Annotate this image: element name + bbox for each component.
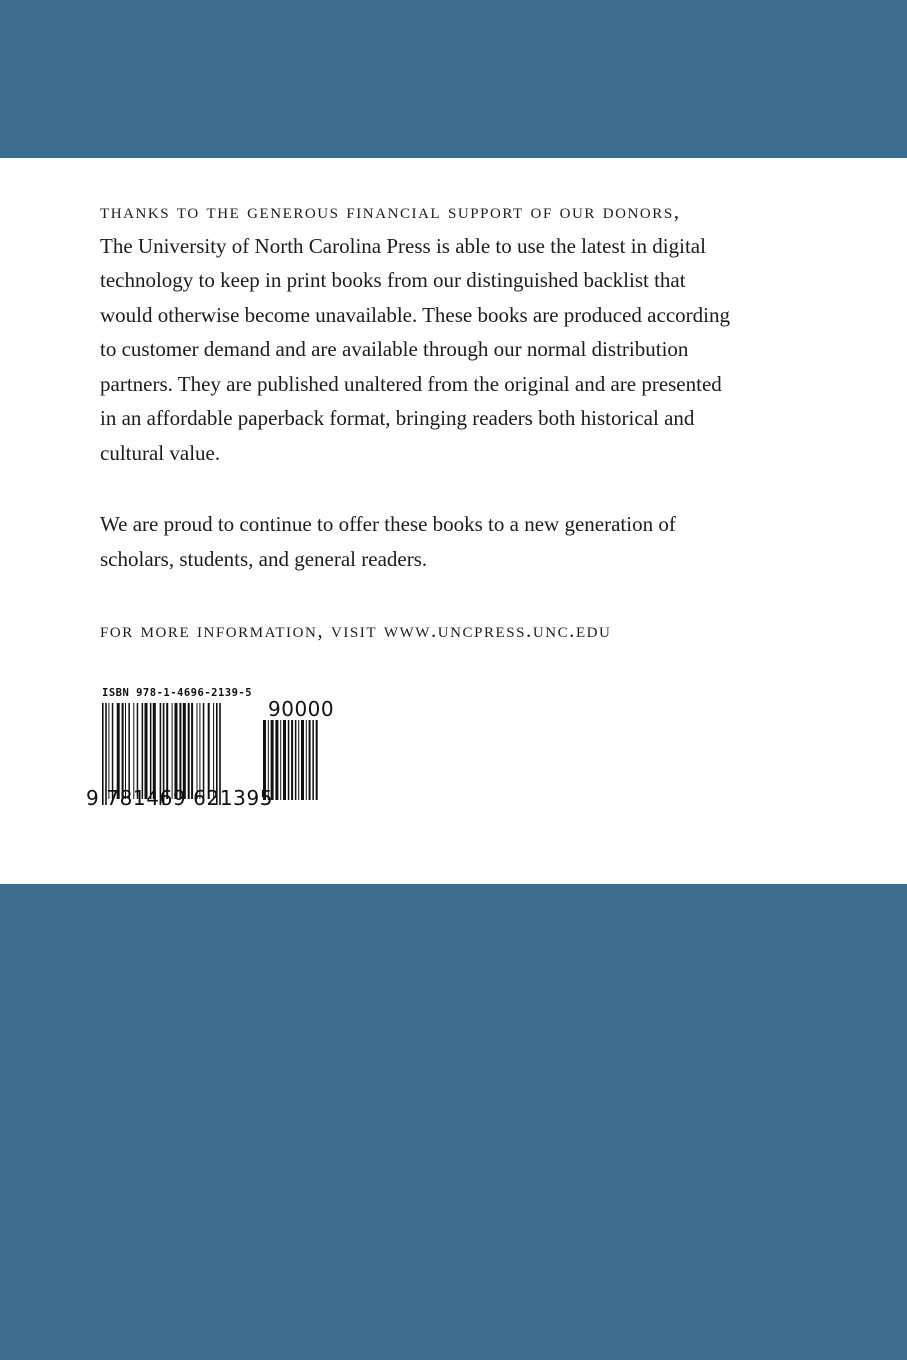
intro-line: cultural value. <box>100 441 221 466</box>
addon-bar <box>309 720 311 800</box>
barcode-bar <box>133 703 134 799</box>
barcode-bar <box>153 703 156 799</box>
barcode-bar <box>213 703 214 799</box>
barcode-bar <box>172 703 173 799</box>
intro-line: in an affordable paperback format, bringing readers both historical and <box>100 406 695 431</box>
addon-bar <box>295 720 297 800</box>
intro-line: partners. They are published unaltered from the original and are presented <box>100 371 722 396</box>
intro-line: would otherwise become unavailable. These books are produced according <box>100 302 730 327</box>
barcode-bar <box>142 703 144 799</box>
intro-line: to customer demand and are available through our normal distribution <box>100 337 689 362</box>
ean-digits: 9 781469 621395 <box>86 786 274 810</box>
barcode-bar <box>179 703 181 799</box>
barcode-bar <box>166 703 168 799</box>
barcode-bar <box>128 703 130 799</box>
barcode-bar <box>197 703 198 799</box>
closing-line: We are proud to continue to offer these books to a new generation of <box>100 512 676 536</box>
bottom-color-band <box>0 884 907 1360</box>
addon-bar <box>280 720 281 800</box>
barcode-bar <box>125 703 126 799</box>
addon-bar <box>291 720 293 800</box>
addon-bar <box>312 720 314 800</box>
isbn-label: ISBN 978-1-4696-2139-5 <box>102 687 253 699</box>
barcode-bar <box>145 703 148 799</box>
closing-paragraph <box>100 507 800 576</box>
barcode-bar <box>117 703 120 799</box>
barcode-bar <box>208 703 210 799</box>
addon-bar <box>306 720 307 800</box>
barcode-bar <box>183 703 186 799</box>
addon-bar <box>316 720 318 800</box>
intro-line: The University of North Carolina Press is able to use the latest in digital <box>100 233 706 258</box>
addon-bar <box>288 720 290 800</box>
barcode-bar <box>203 703 205 799</box>
barcode-bar <box>122 703 124 799</box>
addon-bar <box>298 720 299 800</box>
addon-bar <box>283 720 286 800</box>
barcode-bar <box>191 703 193 799</box>
addon-bar <box>275 720 278 800</box>
barcode-bar <box>199 703 200 799</box>
barcode-bar <box>108 703 109 799</box>
addon-digits: 90000 <box>268 697 335 721</box>
intro-line: technology to keep in print books from our distinguished backlist that <box>100 268 686 293</box>
intro-lead-small-caps: thanks to the generous financial support of our donors, <box>100 199 681 223</box>
barcode-bar <box>188 703 190 799</box>
barcode-bar <box>112 703 114 799</box>
intro-paragraph <box>100 194 800 471</box>
more-info-line: for more information, visit www.uncpress.unc.edu <box>100 618 612 642</box>
addon-bar <box>301 720 304 800</box>
barcode-bar <box>150 703 152 799</box>
barcode-bar <box>175 703 178 799</box>
barcode-bar <box>137 703 139 799</box>
top-color-band <box>0 0 907 158</box>
closing-line: scholars, students, and general readers. <box>100 546 428 571</box>
